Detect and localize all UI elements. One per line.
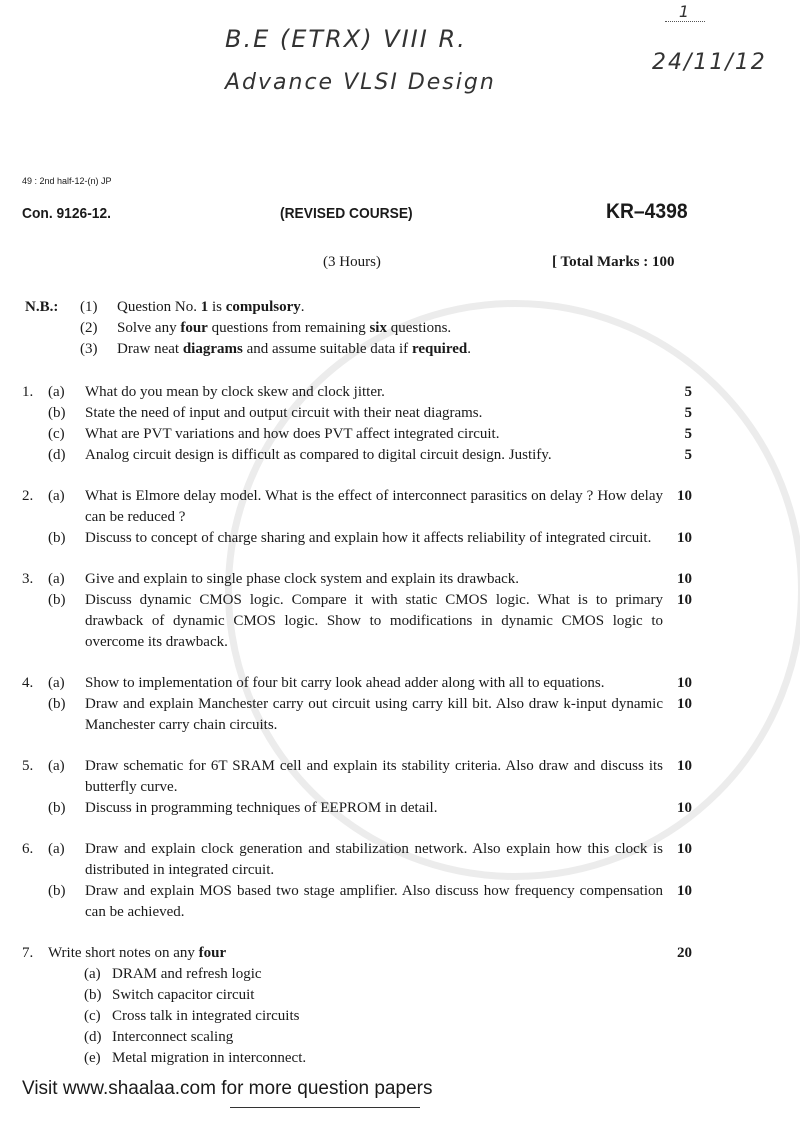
marks: 10	[677, 530, 692, 546]
part-text: What are PVT variations and how does PVT affect integrated circuit.	[85, 426, 500, 442]
footer-link-text[interactable]: Visit www.shaalaa.com for more question papers	[22, 1078, 433, 1099]
marks: 10	[677, 758, 692, 774]
part-label: (a)	[48, 571, 65, 587]
item-label: (c)	[84, 1008, 101, 1024]
part-label: (c)	[48, 426, 65, 442]
part-text: Draw and explain MOS based two stage amplifier. Also discuss how frequency compensation can be achieved.	[85, 883, 663, 920]
part-text: Discuss in programming techniques of EEPROM in detail.	[85, 800, 438, 816]
marks: 5	[684, 426, 692, 442]
question-part	[0, 881, 800, 923]
marks: 20	[677, 945, 692, 961]
part-text: What do you mean by clock skew and clock jitter.	[85, 384, 385, 400]
part-text: Draw and explain Manchester carry out circuit using carry kill bit. Also draw k-input dynamic Manchester carry chain circuits.	[85, 696, 663, 733]
nb-item: Solve any four questions from remaining six questions.	[117, 320, 452, 336]
question-3	[0, 569, 800, 653]
exam-duration: (3 Hours)	[323, 254, 381, 270]
marks: 10	[677, 488, 692, 504]
question-part	[0, 486, 800, 528]
question-number: 2.	[22, 488, 34, 504]
part-label: (a)	[48, 841, 65, 857]
question-part	[0, 756, 800, 798]
part-label: (d)	[48, 447, 66, 463]
con-number: Con. 9126-12.	[22, 205, 111, 222]
marks: 10	[677, 592, 692, 608]
question-part	[0, 694, 800, 736]
question-part	[0, 569, 800, 590]
question-4	[0, 673, 800, 736]
nb-item: Question No. 1 is compulsory.	[117, 299, 305, 315]
marks: 10	[677, 841, 692, 857]
item-text: Cross talk in integrated circuits	[112, 1008, 300, 1024]
part-text: Analog circuit design is difficult as compared to digital circuit design. Justify.	[85, 447, 552, 463]
item-label: (a)	[84, 966, 101, 982]
question-5	[0, 756, 800, 819]
part-label: (b)	[48, 405, 66, 421]
marks: 5	[684, 447, 692, 463]
question-number: 4.	[22, 675, 34, 691]
part-text: What is Elmore delay model. What is the effect of interconnect parasitics on delay ? How delay can be reduced ?	[85, 488, 663, 525]
part-label: (b)	[48, 592, 66, 608]
question-part	[0, 590, 800, 653]
handwritten-page-mark: 1	[665, 2, 705, 22]
item-text: Metal migration in interconnect.	[112, 1050, 307, 1066]
part-label: (b)	[48, 800, 66, 816]
nb-item: Draw neat diagrams and assume suitable data if required.	[117, 341, 471, 357]
part-label: (a)	[48, 384, 65, 400]
course-type: (REVISED COURSE)	[280, 205, 413, 222]
marks: 10	[677, 571, 692, 587]
part-label: (a)	[48, 758, 65, 774]
part-label: (a)	[48, 675, 65, 691]
question-number: 3.	[22, 571, 34, 587]
question-number: 7.	[22, 945, 34, 961]
marks: 10	[677, 883, 692, 899]
part-text: Draw schematic for 6T SRAM cell and explain its stability criteria. Also draw and discuss its butterfly curve.	[85, 758, 663, 795]
part-label: (b)	[48, 696, 66, 712]
part-text: Give and explain to single phase clock system and explain its drawback.	[85, 571, 520, 587]
part-text: Discuss dynamic CMOS logic. Compare it with static CMOS logic. What is to primary drawback of dynamic CMOS logic. Show to modifications in dynamic CMOS logic to overcome its drawback.	[85, 592, 663, 650]
question-6	[0, 839, 800, 923]
end-divider	[230, 1107, 420, 1108]
question-part	[0, 528, 800, 549]
note-item	[0, 1006, 800, 1027]
note-item	[0, 1027, 800, 1048]
handwritten-course: B.E (ETRX) VIII R.	[225, 25, 467, 53]
question-part	[0, 403, 800, 424]
part-label: (a)	[48, 488, 65, 504]
question-part	[0, 798, 800, 819]
part-label: (b)	[48, 530, 66, 546]
question-number: 1.	[22, 384, 34, 400]
question-1	[0, 382, 800, 466]
note-item	[0, 1048, 800, 1069]
marks: 10	[677, 675, 692, 691]
question-part	[0, 839, 800, 881]
item-text: Interconnect scaling	[112, 1029, 234, 1045]
total-marks: [ Total Marks : 100	[552, 254, 675, 270]
question-number: 5.	[22, 758, 34, 774]
item-text: Switch capacitor circuit	[112, 987, 255, 1003]
part-text: Discuss to concept of charge sharing and explain how it affects reliability of integrated circuit.	[85, 530, 652, 546]
print-code: 49 : 2nd half-12-(n) JP	[22, 176, 112, 186]
part-text: State the need of input and output circuit with their neat diagrams.	[85, 405, 483, 421]
question-number: 6.	[22, 841, 34, 857]
marks: 10	[677, 696, 692, 712]
question-part	[0, 382, 800, 403]
question-text: Write short notes on any four	[48, 945, 227, 961]
item-label: (d)	[84, 1029, 102, 1045]
question-list	[0, 382, 800, 1108]
marks: 10	[677, 800, 692, 816]
question-part	[0, 445, 800, 466]
nb-num: (2)	[80, 320, 98, 336]
item-text: DRAM and refresh logic	[112, 966, 262, 982]
question-part	[0, 424, 800, 445]
paper-code: KR–4398	[606, 200, 688, 223]
note-item	[0, 985, 800, 1006]
question-2	[0, 486, 800, 549]
nb-num: (1)	[80, 299, 98, 315]
item-label: (e)	[84, 1050, 101, 1066]
part-text: Draw and explain clock generation and stabilization network. Also explain how this clock is distributed in integrated circuit.	[85, 841, 663, 878]
item-label: (b)	[84, 987, 102, 1003]
handwritten-subject: Advance VLSI Design	[225, 70, 496, 95]
part-text: Show to implementation of four bit carry look ahead adder along with all to equations.	[85, 675, 605, 691]
part-label: (b)	[48, 883, 66, 899]
marks: 5	[684, 384, 692, 400]
nb-label: N.B.:	[25, 299, 59, 315]
nb-num: (3)	[80, 341, 98, 357]
handwritten-date: 24/11/12	[652, 50, 767, 75]
marks: 5	[684, 405, 692, 421]
question-7	[0, 943, 800, 1069]
note-item	[0, 964, 800, 985]
question-part	[0, 673, 800, 694]
